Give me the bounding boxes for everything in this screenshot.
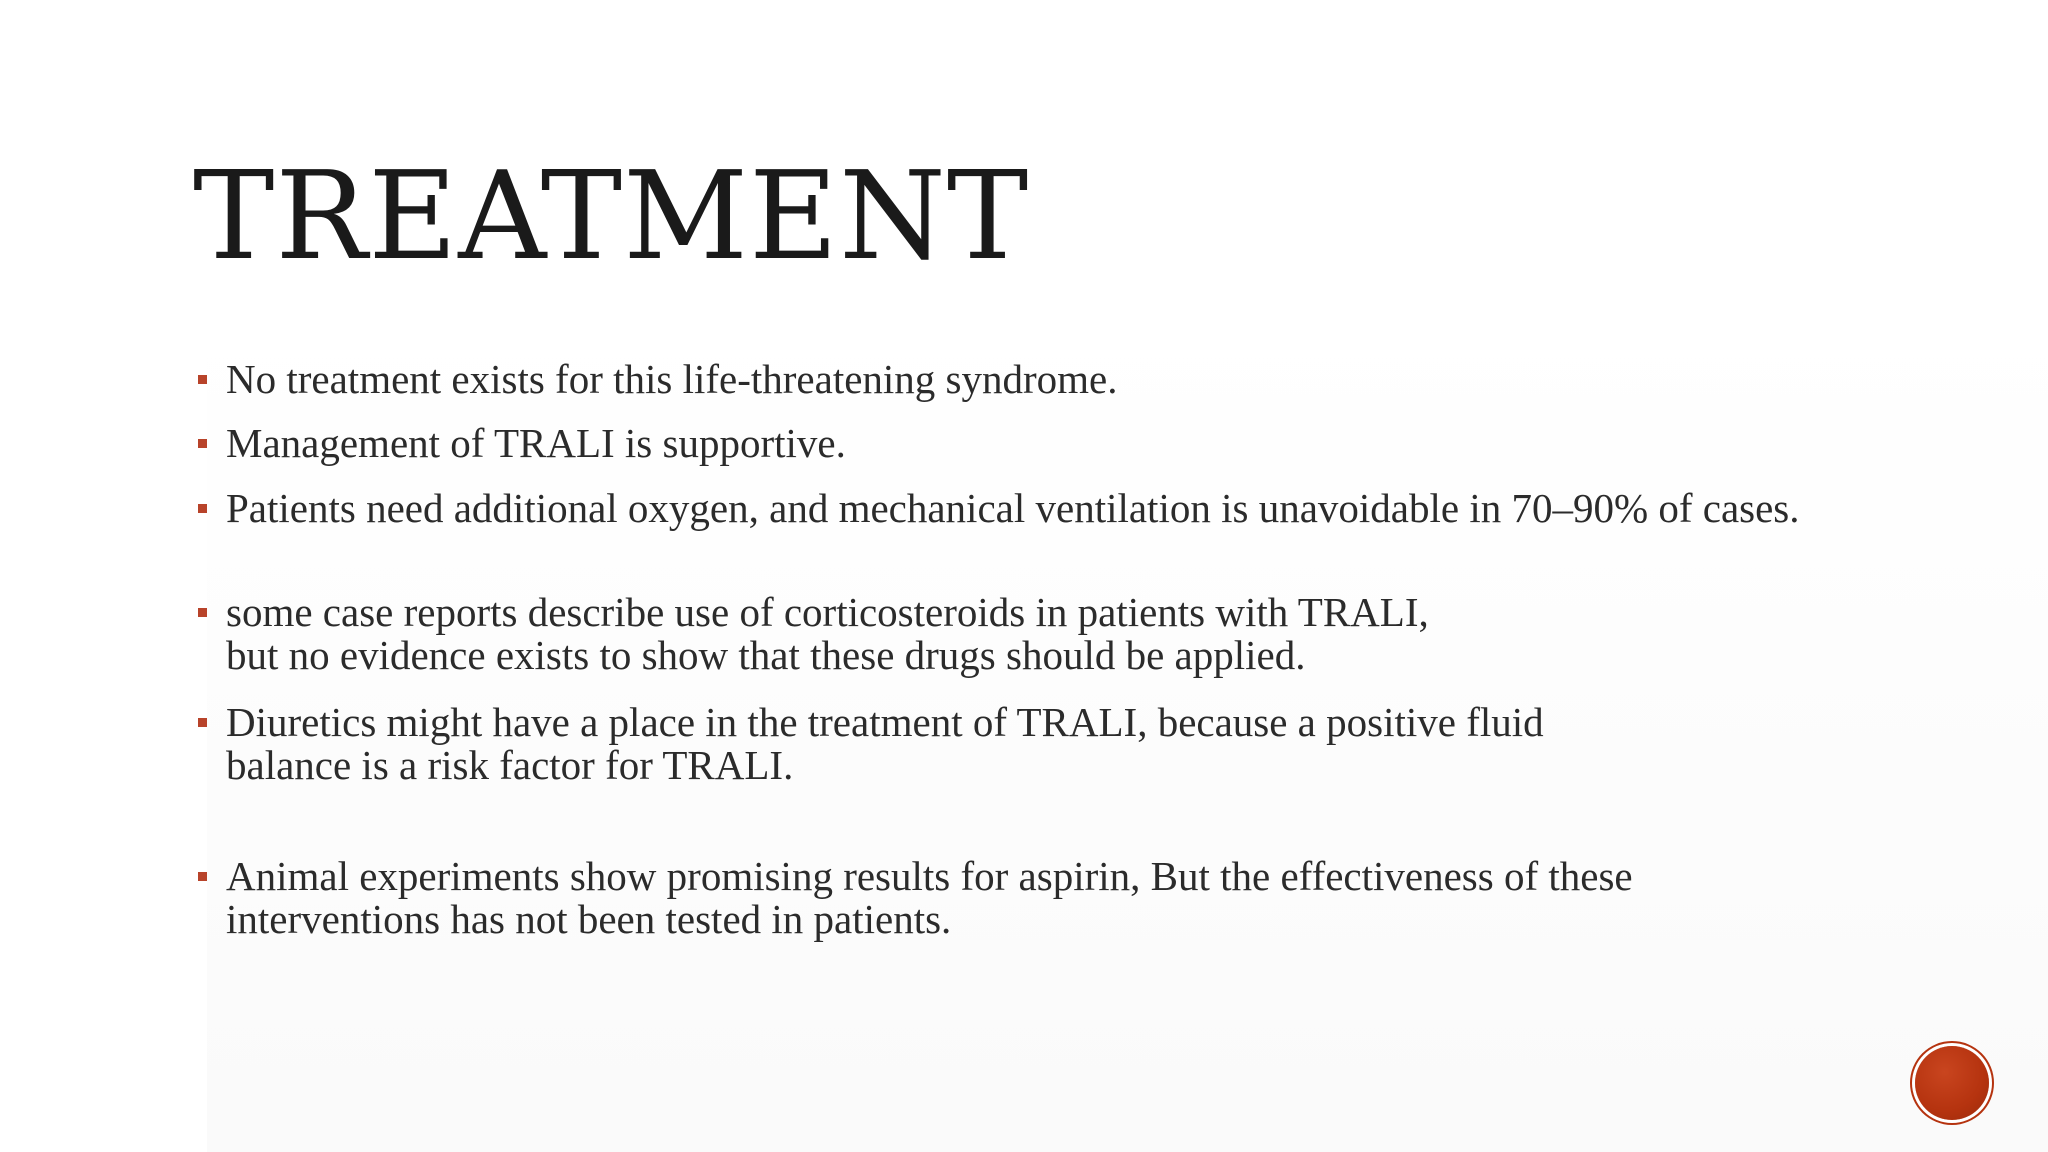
bullet-text-line-1: Diuretics might have a place in the treatment of TRALI, because a positive fluid [226,699,1544,745]
bullet-text: No treatment exists for this life-threatening syndrome. [226,356,1118,402]
bullet-text: Management of TRALI is supportive. [226,420,846,466]
bullet-item [196,591,1876,677]
bullet-item [196,422,1876,465]
bullet-text-line-1: some case reports describe use of corticosteroids in patients with TRALI, [226,589,1429,635]
bullet-marker-icon [198,872,207,881]
bullet-text-line-2: but no evidence exists to show that these drugs should be applied. [226,632,1306,678]
bullet-marker-icon [198,718,207,727]
bullet-marker-icon [198,504,207,513]
bullet-marker-icon [198,375,207,384]
bullet-item [196,358,1876,401]
bullet-text-line-1: Animal experiments show promising results for aspirin, But the effectiveness of these [226,853,1633,899]
bullet-marker-icon [198,608,207,617]
bullet-marker-icon [198,439,207,448]
next-slide-button[interactable] [1915,1046,1989,1120]
slide-title: TREATMENT [193,145,1030,287]
bullet-text-line-2: balance is a risk factor for TRALI. [226,742,794,788]
bullet-item [196,487,1876,530]
bullet-text: Patients need additional oxygen, and mechanical ventilation is unavoidable in 70–90% of cases. [226,485,1800,531]
bullet-item [196,855,1876,941]
bullet-item [196,701,1876,787]
bullet-text-line-2: interventions has not been tested in patients. [226,896,952,942]
